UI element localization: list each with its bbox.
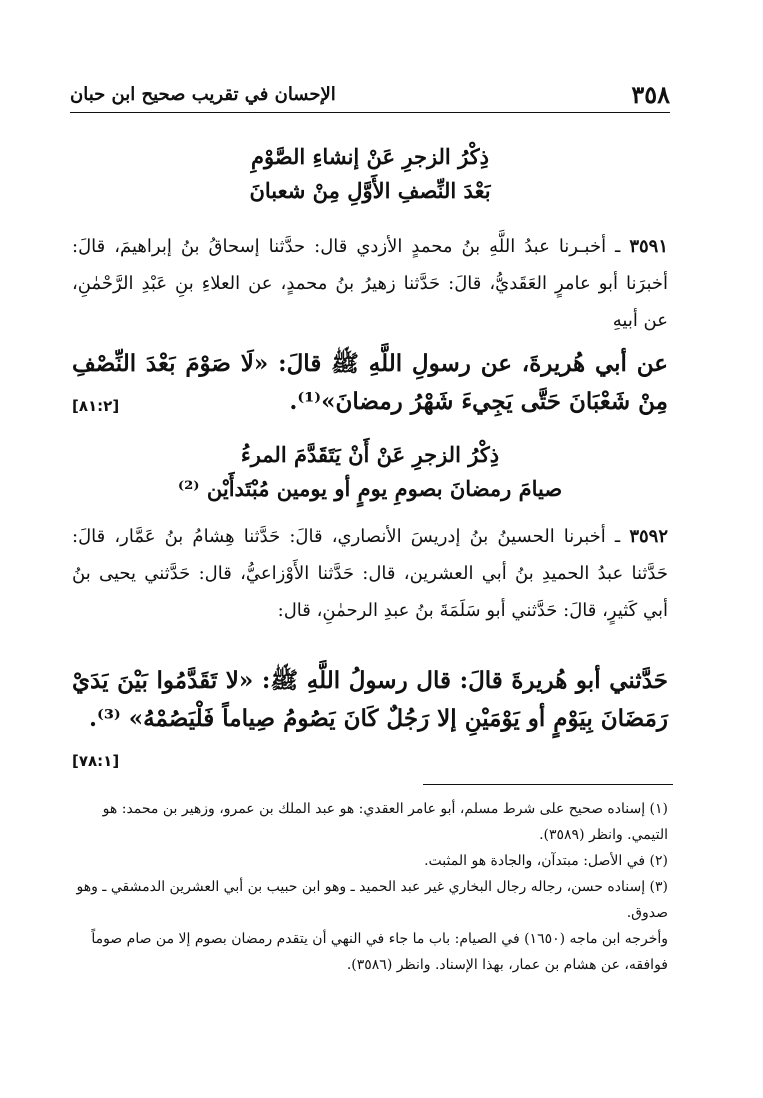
footnote-1: (١) إسناده صحيح على شرط مسلم، أبو عامر العقدي: هو عبد الملك بن عمرو، وزهير بن محمد: هو التيمي. وانظر (٣٥٨٩). [102, 801, 668, 843]
heading-line: صيامَ رمضانَ بصومِ يومٍ أو يومين مُبْتَدأَيْن ⁽²⁾ [177, 476, 563, 501]
isnad-text: ـ أخبـرنا عبدُ اللَّهِ بنُ محمدٍ الأزدي قال: حدَّثنا إسحاقُ بنُ إبراهيمَ، قالَ: أخبرَنا أبو عامرٍ العَقَديُّ، قالَ: حَدَّثنا زهيرُ بنُ محمدٍ، عن العلاءِ بنِ عَبْدِ الرَّحْمٰنِ، عن أبيهِ [72, 236, 668, 331]
hadith-number: ٣٥٩١ [629, 236, 668, 257]
heading-line: ذِكْرُ الزجرِ عَنْ أَنْ يَتَقَدَّمَ المرءُ [240, 442, 500, 467]
isnad-text: ـ أخبرنا الحسينُ بنُ إدريسَ الأنصاري، قالَ: حَدَّثنا هِشامُ بنُ عَمَّار، قالَ: حَدَّثنا عبدُ الحميدِ بنُ أبي العشرين، قال: حَدَّثنا الأَوْزاعيُّ، قال: حَدَّثني يحيى بنُ أبي كَثيرٍ، قالَ: حَدَّثني أبو سَلَمَةَ بنُ عبدِ الرحمٰنِ، قال: [72, 526, 668, 621]
matn-text: حَدَّثني أبو هُريرةَ قالَ: قال رسولُ اللَّهِ ﷺ: «لا تَقَدَّمُوا بَيْنَ يَدَيْ رَمَضَانَ بِيَوْمٍ أو يَوْمَيْنِ إلا رَجُلٌ كَانَ يَصُومُ صِياماً فَلْيَصُمْهُ» ⁽³⁾. [72, 667, 668, 732]
hadith-isnad-3591 [72, 228, 668, 339]
section-heading-2 [72, 438, 668, 506]
hadith-matn-3592 [72, 662, 668, 780]
page-number: ٣٥٨ [631, 80, 670, 109]
footnote-divider [423, 784, 673, 785]
footnotes [72, 796, 668, 978]
matn-text: عن أبي هُريرةَ، عن رسولِ اللَّهِ ﷺ قالَ: «لَا صَوْمَ بَعْدَ النِّصْفِ مِنْ شَعْبَانَ حَتَّى يَجِيءَ شَهْرُ رمضانَ»⁽¹⁾. [72, 350, 668, 415]
footnote-3: (٣) إسناده حسن، رجاله رجال البخاري غير عبد الحميد ـ وهو ابن حبيب بن أبي العشرين الدمشقي ـ وهو صدوق. [76, 879, 668, 921]
hadith-number: ٣٥٩٢ [629, 526, 668, 547]
heading-line: بَعْدَ النِّصفِ الأَوَّلِ مِنْ شعبانَ [249, 178, 491, 203]
heading-line: ذِكْرُ الزجرِ عَنْ إنشاءِ الصَّوْمِ [250, 144, 490, 169]
page-header [70, 80, 670, 113]
hadith-reference: [٧٨:١] [72, 752, 120, 770]
hadith-isnad-3592 [72, 518, 668, 629]
footnote-2: (٢) في الأصل: مبتدآن، والجادة هو المثبت. [424, 853, 668, 869]
footnote-3-continued: وأخرجه ابن ماجه (١٦٥٠) في الصيام: باب ما جاء في النهي أن يتقدم رمضان بصوم إلا من صام صوماً فوافقه، عن هشام بن عمار، بهذا الإسناد. وانظر (٣٥٨٦). [91, 931, 668, 973]
section-heading-1 [72, 140, 668, 208]
hadith-reference: [٨١:٢] [72, 397, 120, 415]
book-title: الإحسان في تقريب صحيح ابن حبان [70, 84, 336, 105]
hadith-matn-3591 [72, 345, 668, 425]
